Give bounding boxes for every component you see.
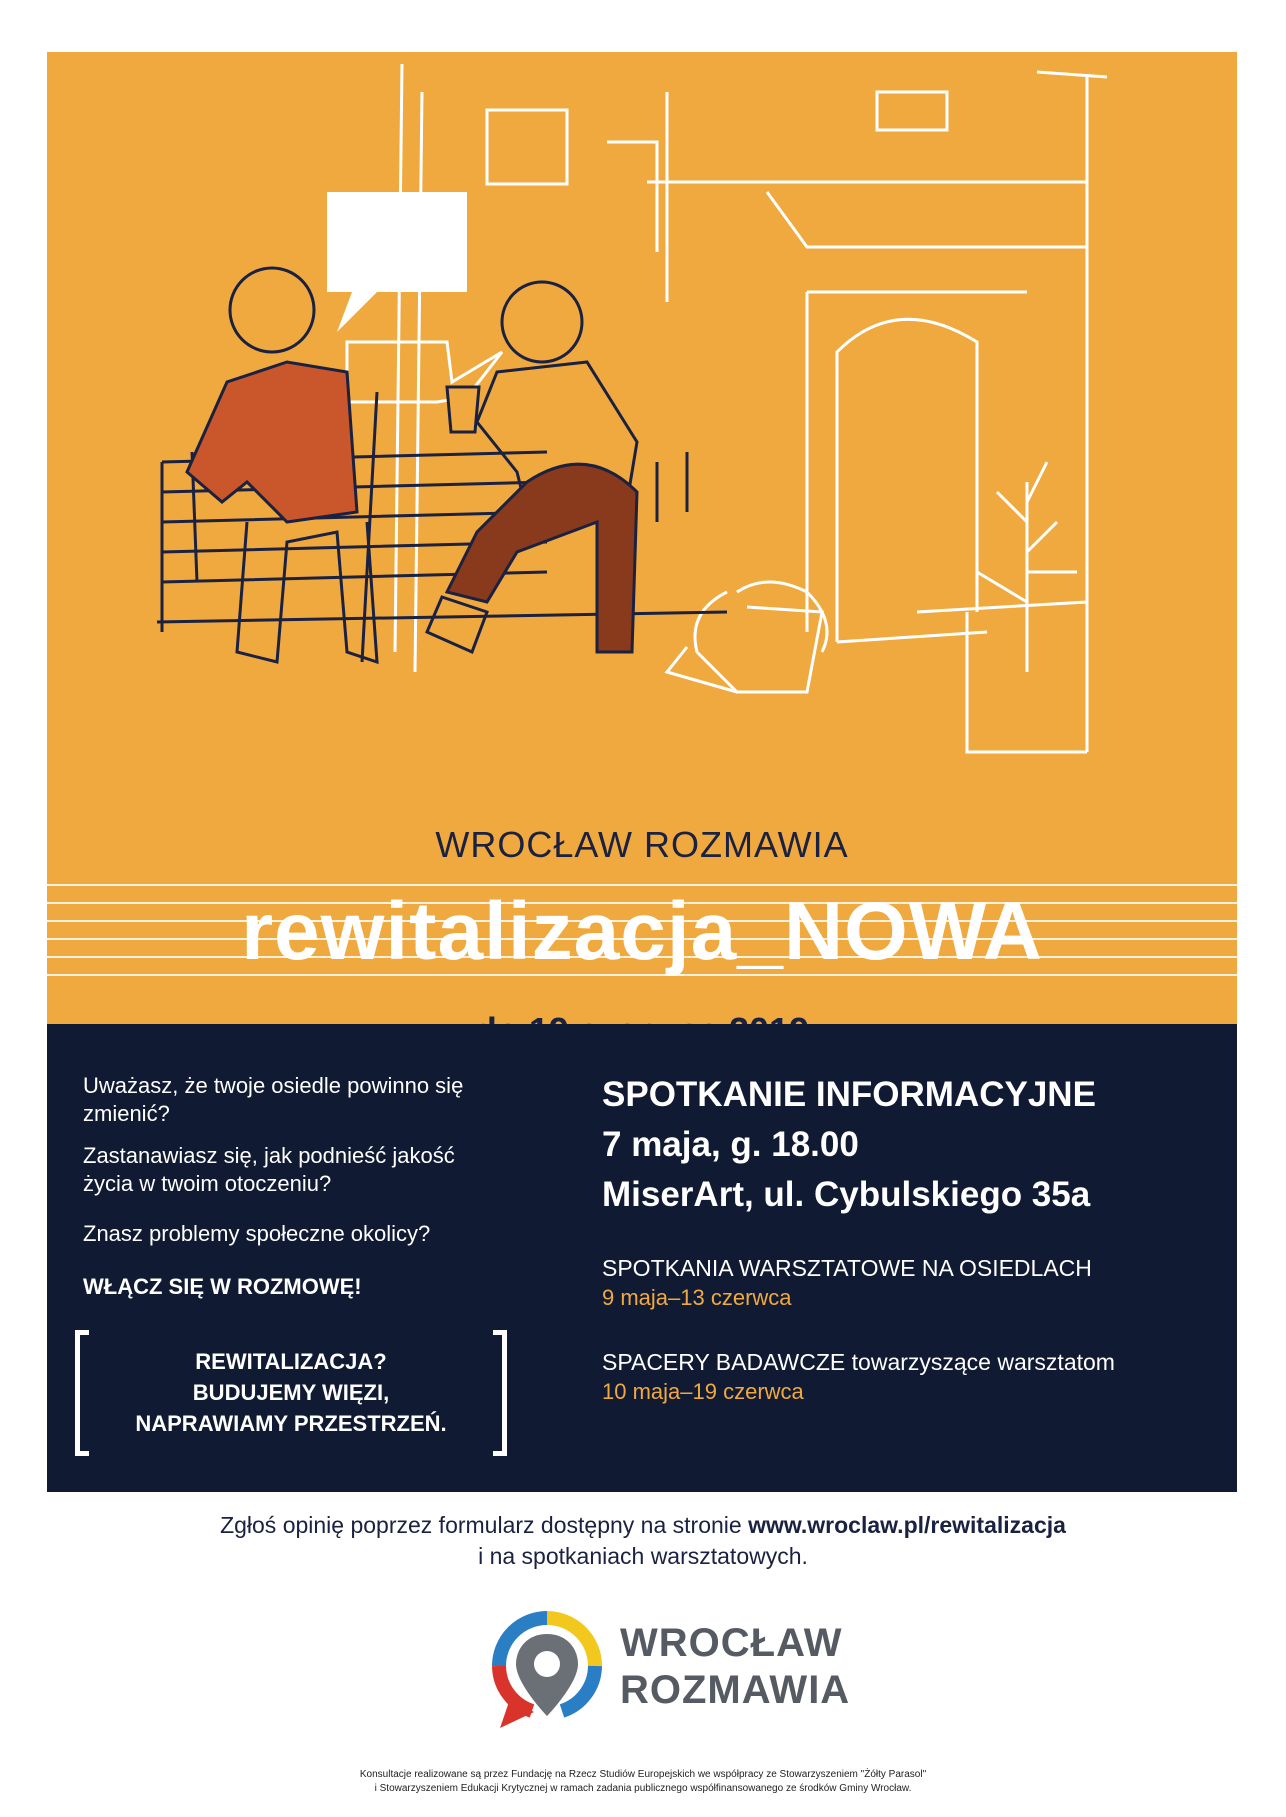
watering-can <box>667 647 737 692</box>
event-dates: 9 maja–13 czerwca <box>602 1285 792 1310</box>
question-2: Zastanawiasz się, jak podnieść jakość życia w twoim otoczeniu? <box>83 1143 455 1196</box>
person-left <box>187 268 377 662</box>
logo-text <box>620 1620 850 1714</box>
watering-can <box>737 582 827 652</box>
footer-line-2: i na spotkaniach warsztatowych. <box>478 1543 808 1569</box>
speech-bubble <box>327 192 467 332</box>
coffee-cup <box>447 387 479 432</box>
event-dates: 10 maja–19 czerwca <box>602 1379 804 1404</box>
archway <box>837 319 977 642</box>
website-link[interactable]: www.wroclaw.pl/rewitalizacja <box>748 1512 1066 1538</box>
slogan-line: REWITALIZACJA? <box>195 1349 387 1374</box>
archway <box>837 632 987 642</box>
person-right-shoe <box>427 597 487 652</box>
slogan-box <box>75 1330 507 1456</box>
window <box>607 142 657 252</box>
background-buildings <box>395 64 1107 752</box>
slogan <box>95 1346 487 1439</box>
bench-seat <box>157 612 727 622</box>
logo-pin-hole <box>534 1651 560 1677</box>
speech-bubbles <box>327 192 467 332</box>
building-line <box>1037 72 1107 77</box>
poster-info-panel <box>47 1024 1237 1492</box>
person-right-head <box>502 282 582 362</box>
bench-leg <box>162 452 197 632</box>
small-print-line: Konsultacje realizowane są przez Fundację na Rzecz Studiów Europejskich we współpracy ze Stowarzyszeniem "Żółty Parasol" <box>359 1769 927 1780</box>
window <box>877 92 947 130</box>
logo-line-2: ROZMAWIA <box>620 1668 851 1712</box>
person-left-shirt <box>187 362 357 522</box>
slogan-line: BUDUJEMY WIĘZI, <box>192 1380 390 1405</box>
event-label: SPOTKANIA WARSZTATOWE NA OSIEDLACH <box>602 1255 1092 1281</box>
person-right <box>427 282 637 652</box>
info-meeting <box>602 1070 1096 1220</box>
question-3: Znasz problemy społeczne okolicy? <box>83 1221 431 1246</box>
building-line <box>395 64 402 652</box>
person-left-head <box>230 268 314 352</box>
series-title: WROCŁAW ROZMAWIA <box>435 824 849 865</box>
footer-text <box>0 1510 1286 1572</box>
building-line <box>415 92 422 672</box>
person-left-legs <box>237 522 377 662</box>
building-line <box>917 602 1087 612</box>
small-print <box>0 1768 1286 1796</box>
bench-arm <box>657 452 687 522</box>
info-meeting-date: 7 maja, g. 18.00 <box>602 1125 859 1164</box>
logo-line-1: WROCŁAW <box>620 1621 843 1665</box>
bench-conversation-illustration <box>47 52 1237 792</box>
call-to-action: WŁĄCZ SIĘ W ROZMOWĘ! <box>83 1274 362 1299</box>
watering-can <box>695 592 822 692</box>
info-meeting-heading: SPOTKANIE INFORMACYJNE <box>602 1075 1096 1114</box>
building-line <box>767 192 1087 247</box>
main-title: rewitalizacja_NOWA <box>241 886 1043 977</box>
right-bracket <box>493 1330 507 1456</box>
footer-prefix: Zgłoś opinię poprzez formularz dostępny na stronie <box>220 1512 749 1538</box>
young-tree <box>977 462 1077 672</box>
poster-top-panel <box>47 52 1237 1024</box>
small-print-line: i Stowarzyszeniem Edukacji Krytycznej w ramach zadania publicznego współfinansowanego ze środków Gminy Wrocław. <box>374 1783 912 1794</box>
left-bracket <box>75 1330 89 1456</box>
event-label: SPACERY BADAWCZE towarzyszące warsztatom <box>602 1349 1115 1375</box>
slogan-line: NAPRAWIAMY PRZESTRZEŃ. <box>135 1411 447 1436</box>
person-right-trousers <box>447 464 637 652</box>
window <box>487 110 567 184</box>
info-meeting-place: MiserArt, ul. Cybulskiego 35a <box>602 1175 1091 1214</box>
question-1: Uważasz, że twoje osiedle powinno się zmienić? <box>83 1073 464 1126</box>
footer-line-1 <box>0 1510 1286 1541</box>
wroclaw-rozmawia-logo-icon <box>482 1604 612 1734</box>
